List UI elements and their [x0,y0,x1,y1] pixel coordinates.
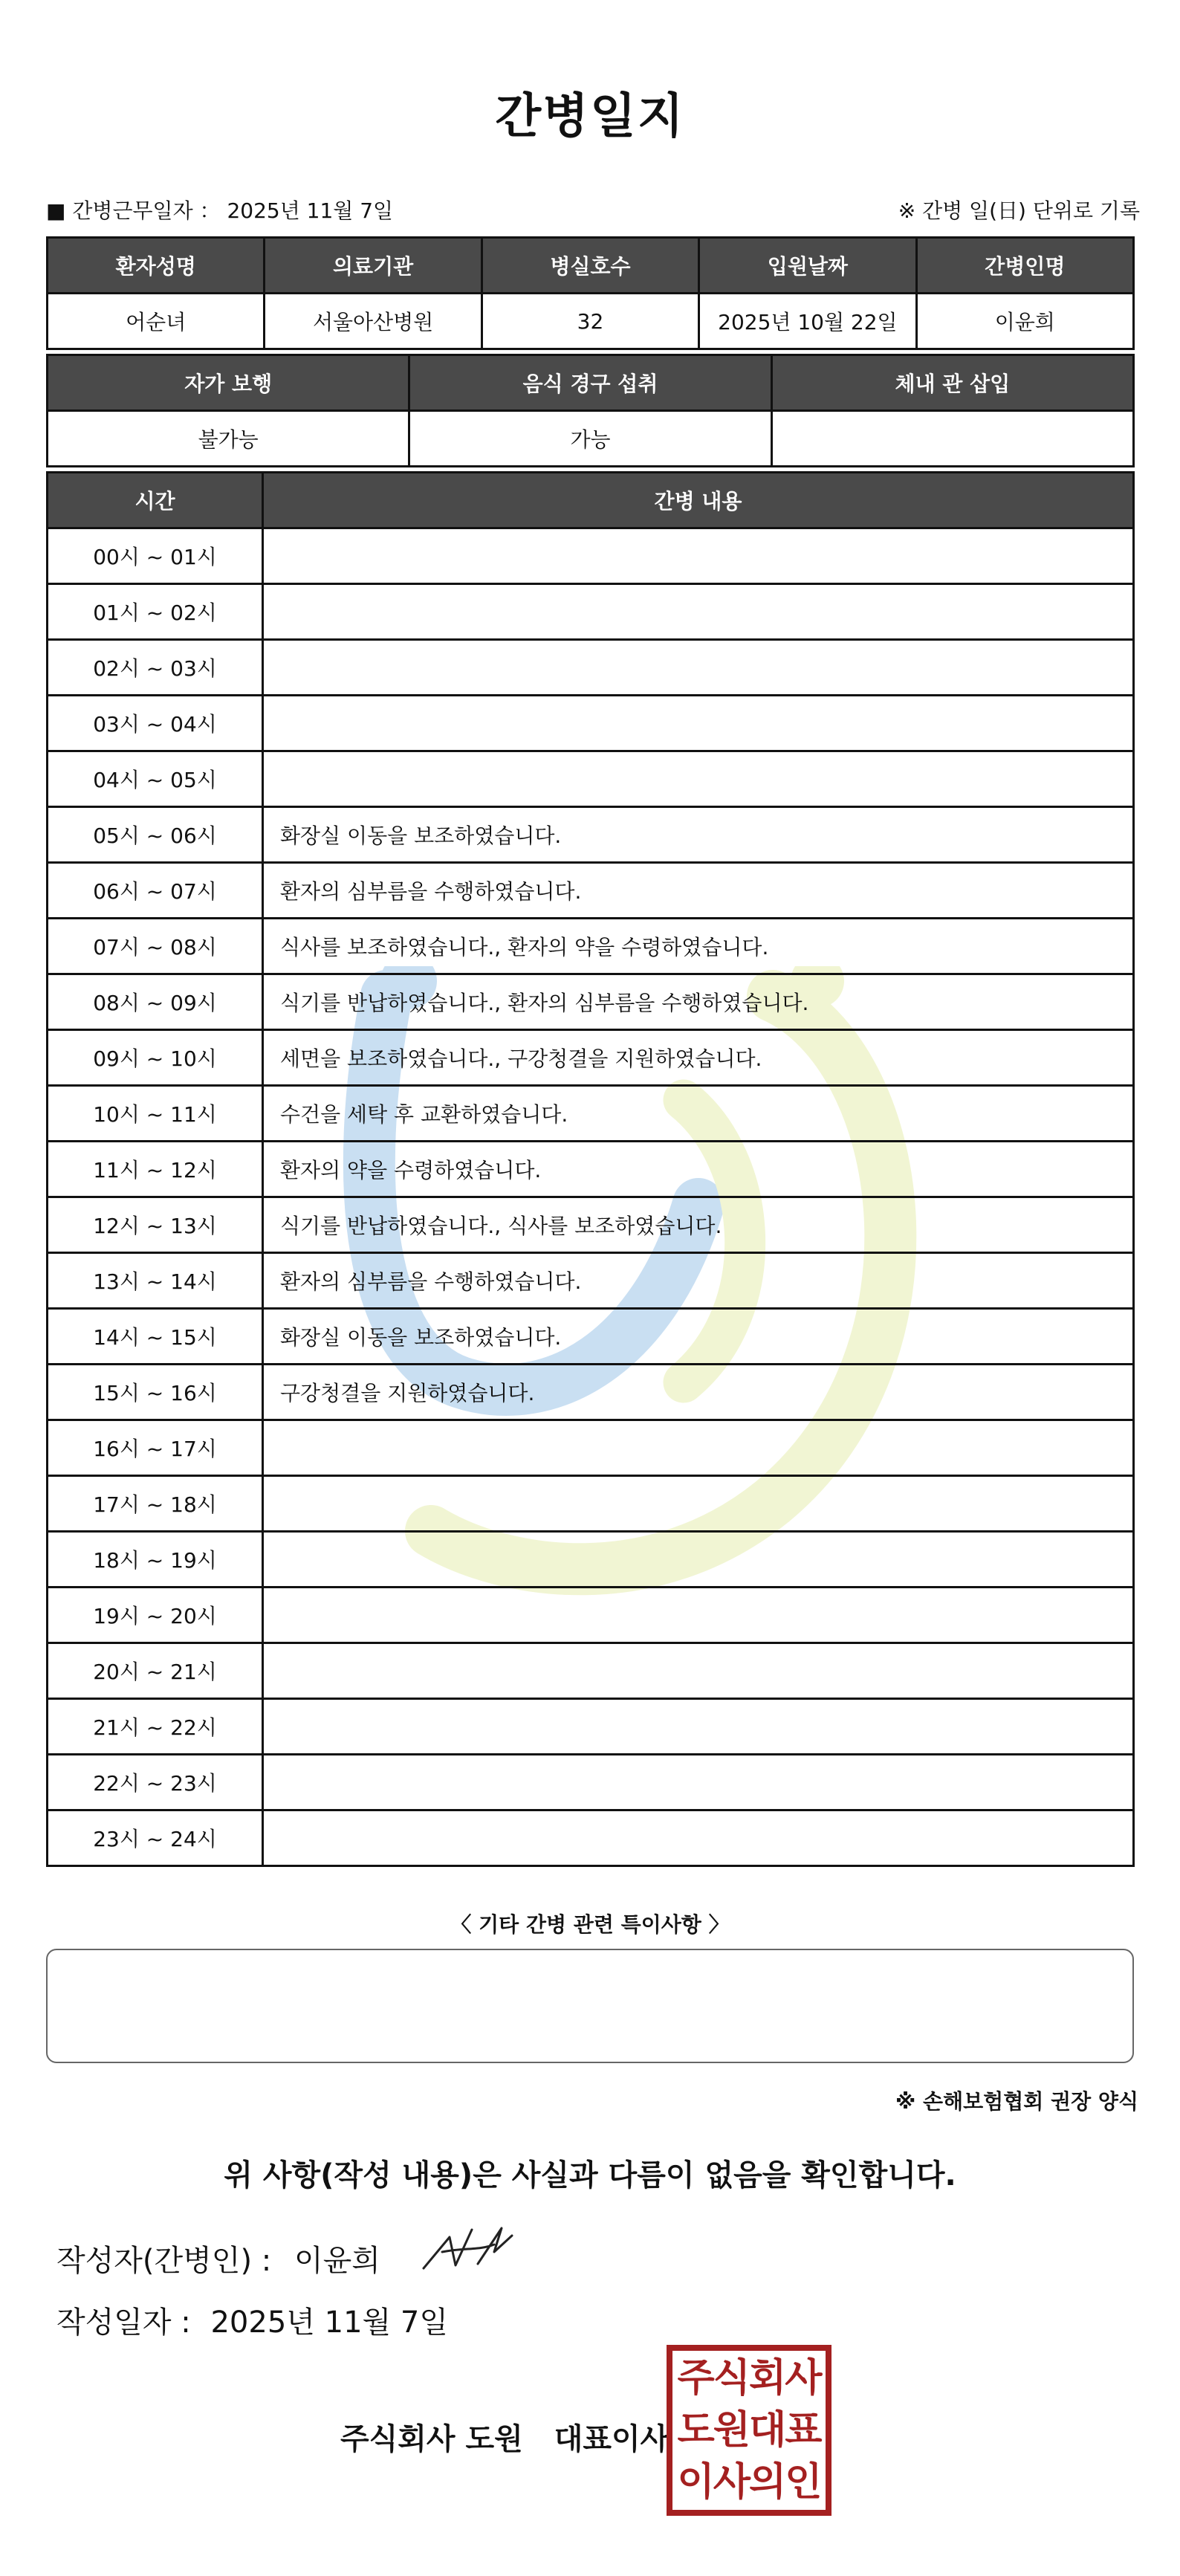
care-content [263,696,1134,751]
room-number: 32 [482,294,698,349]
company-name: 주식회사 도원 [340,2422,523,2456]
table-row [48,919,1134,974]
care-content: 세면을 보조하였습니다., 구강청결을 지원하였습니다. [263,1030,1134,1086]
table-row [48,1810,1134,1866]
care-content [263,1810,1134,1866]
table-row [48,974,1134,1030]
care-content [263,1699,1134,1755]
care-content: 화장실 이동을 보조하였습니다. [263,807,1134,863]
time-slot: 18시 ~ 19시 [48,1532,263,1588]
care-content: 식기를 반납하였습니다., 식사를 보조하였습니다. [263,1197,1134,1253]
table-row [48,751,1134,807]
company-title: 대표이사 [554,2422,670,2456]
time-slot: 20시 ~ 21시 [48,1643,263,1699]
table-row [48,1030,1134,1086]
confirmation-statement: 위 사항(작성 내용)은 사실과 다름이 없음을 확인합니다. [224,2158,956,2192]
time-slot: 11시 ~ 12시 [48,1142,263,1197]
patient-info-table [46,236,1135,350]
care-content: 구강청결을 지원하였습니다. [263,1365,1134,1420]
header-hospital: 의료기관 [265,238,482,294]
patient-name: 어순녀 [48,294,265,349]
table-row [48,584,1134,640]
work-date-value: 2025년 11월 7일 [227,198,394,223]
time-slot: 10시 ~ 11시 [48,1086,263,1142]
written-date-value: 2025년 11월 7일 [210,2305,448,2340]
admission-date: 2025년 10월 22일 [699,294,916,349]
time-slot: 01시 ~ 02시 [48,584,263,640]
table-row [48,1197,1134,1253]
time-slot: 07시 ~ 08시 [48,919,263,974]
writer-line [56,2237,380,2279]
table-header-row [48,473,1134,528]
hospital-name: 서울아산병원 [265,294,482,349]
insurance-note: ※ 손해보험협회 권장 양식 [895,2089,1138,2114]
written-date-line [56,2299,448,2341]
table-row [48,1588,1134,1643]
table-row [48,294,1134,349]
time-slot: 21시 ~ 22시 [48,1699,263,1755]
care-content [263,1420,1134,1476]
work-date-label: ■ 간병근무일자 ： [46,198,221,223]
care-content [263,1532,1134,1588]
header-time: 시간 [48,473,263,528]
time-slot: 13시 ~ 14시 [48,1253,263,1309]
care-log-table [46,471,1135,1867]
table-row [48,1365,1134,1420]
seal-line: 이사의인 [677,2460,821,2505]
care-content: 식사를 보조하였습니다., 환자의 약을 수령하였습니다. [263,919,1134,974]
table-row [48,1532,1134,1588]
care-content [263,1588,1134,1643]
care-content [263,1643,1134,1699]
work-date [46,195,393,224]
table-row [48,1643,1134,1699]
care-content [263,751,1134,807]
oral-intake-value: 가능 [409,411,771,467]
table-row [48,1086,1134,1142]
care-content [263,584,1134,640]
time-slot: 16시 ~ 17시 [48,1420,263,1476]
handwritten-signature-icon [420,2222,516,2274]
time-slot: 23시 ~ 24시 [48,1810,263,1866]
table-row [48,863,1134,919]
header-tube-insertion: 체내 관 삽입 [771,355,1133,411]
table-header-row [48,238,1134,294]
special-notes-box [46,1949,1134,2063]
care-content: 환자의 심부름을 수행하였습니다. [263,863,1134,919]
header-self-walking: 자가 보행 [48,355,409,411]
table-row [48,1476,1134,1532]
table-row [48,640,1134,696]
care-content [263,640,1134,696]
care-content [263,1755,1134,1810]
header-admission-date: 입원날짜 [699,238,916,294]
table-row [48,807,1134,863]
table-row [48,528,1134,584]
tube-insertion-value [771,411,1133,467]
time-slot: 22시 ~ 23시 [48,1755,263,1810]
notes-heading: 〈 기타 간병 관련 특이사항 〉 [450,1912,730,1937]
time-slot: 08시 ~ 09시 [48,974,263,1030]
care-content: 식기를 반납하였습니다., 환자의 심부름을 수행하였습니다. [263,974,1134,1030]
table-row [48,1309,1134,1365]
seal-line: 주식회사 [677,2356,821,2401]
table-row [48,411,1134,467]
time-slot: 00시 ~ 01시 [48,528,263,584]
table-row [48,1253,1134,1309]
table-row [48,1699,1134,1755]
time-slot: 03시 ~ 04시 [48,696,263,751]
caregiver-name: 이윤희 [916,294,1133,349]
care-content: 환자의 약을 수령하였습니다. [263,1142,1134,1197]
time-slot: 05시 ~ 06시 [48,807,263,863]
writer-name: 이윤희 [294,2244,380,2278]
time-slot: 15시 ~ 16시 [48,1365,263,1420]
table-header-row [48,355,1134,411]
patient-status-table [46,354,1135,467]
care-content: 화장실 이동을 보조하였습니다. [263,1309,1134,1365]
care-content: 환자의 심부름을 수행하였습니다. [263,1253,1134,1309]
written-date-label: 작성일자 : [56,2305,191,2340]
table-row [48,1420,1134,1476]
header-care-content: 간병 내용 [263,473,1134,528]
time-slot: 17시 ~ 18시 [48,1476,263,1532]
care-content [263,528,1134,584]
header-patient-name: 환자성명 [48,238,265,294]
header-oral-intake: 음식 경구 섭취 [409,355,771,411]
time-slot: 14시 ~ 15시 [48,1309,263,1365]
table-row [48,1142,1134,1197]
page-title: 간병일지 [495,89,685,144]
care-content [263,1476,1134,1532]
time-slot: 19시 ~ 20시 [48,1588,263,1643]
seal-line: 도원대표 [677,2408,821,2453]
header-caregiver-name: 간병인명 [916,238,1133,294]
table-row [48,696,1134,751]
table-row [48,1755,1134,1810]
writer-label: 작성자(간병인) : [56,2244,272,2278]
self-walking-value: 불가능 [48,411,409,467]
time-slot: 09시 ~ 10시 [48,1030,263,1086]
time-slot: 02시 ~ 03시 [48,640,263,696]
time-slot: 12시 ~ 13시 [48,1197,263,1253]
care-content: 수건을 세탁 후 교환하였습니다. [263,1086,1134,1142]
time-slot: 06시 ~ 07시 [48,863,263,919]
record-note: ※ 간병 일(日) 단위로 기록 [898,198,1140,223]
time-slot: 04시 ~ 05시 [48,751,263,807]
header-room-number: 병실호수 [482,238,698,294]
company-line [340,2415,669,2458]
company-seal [667,2345,831,2516]
